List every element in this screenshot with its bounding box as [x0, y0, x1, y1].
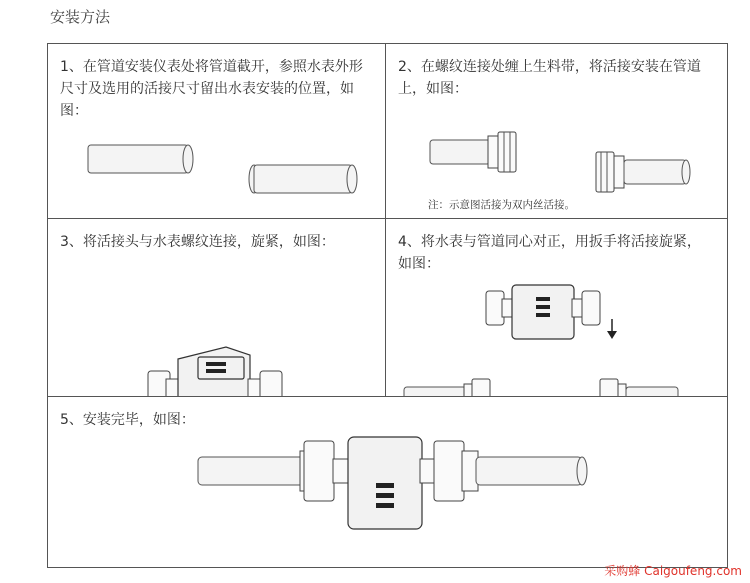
- assembled-meter-icon: [198, 437, 587, 529]
- pipe-icon: [249, 165, 357, 193]
- pipe-icon: [88, 145, 193, 173]
- step-3-cell: [47, 218, 386, 397]
- step-4-illustration: [386, 219, 729, 398]
- step-1-illustration: [48, 44, 387, 220]
- step-5-cell: [47, 396, 728, 568]
- step-2-cell: [385, 43, 728, 219]
- step-4-text: 4、将水表与管道同心对正，用扳手将活接旋紧，如图：: [398, 234, 701, 272]
- step-3-illustration: [48, 219, 387, 398]
- step-1-text: 1、在管道安装仪表处将管道截开，参照水表外形尺寸及选用的活接尺寸留出水表安装的位置，如图：: [60, 59, 363, 119]
- pipe-with-union-icon: [596, 152, 690, 192]
- step-4-cell: [385, 218, 728, 397]
- step-3-text: 3、将活接头与水表螺纹连接，旋紧，如图：: [60, 234, 335, 250]
- install-steps-grid: [47, 43, 728, 568]
- pipe-with-union-icon: [430, 132, 516, 172]
- water-meter-icon: [486, 285, 600, 339]
- page-title: 安装方法: [50, 8, 111, 26]
- step-5-illustration: [48, 397, 729, 569]
- watermark: 采购蜂 Caigoufeng.com: [604, 564, 742, 578]
- step-5-text: 5、安装完毕，如图：: [60, 412, 195, 428]
- step-2-note: 注：示意图活接为双内丝活接。: [428, 199, 575, 211]
- down-arrow-icon: [607, 319, 617, 339]
- step-2-text: 2、在螺纹连接处缠上生料带，将活接安装在管道上，如图：: [398, 59, 701, 97]
- step-1-cell: [47, 43, 386, 219]
- step-2-illustration: [386, 44, 729, 220]
